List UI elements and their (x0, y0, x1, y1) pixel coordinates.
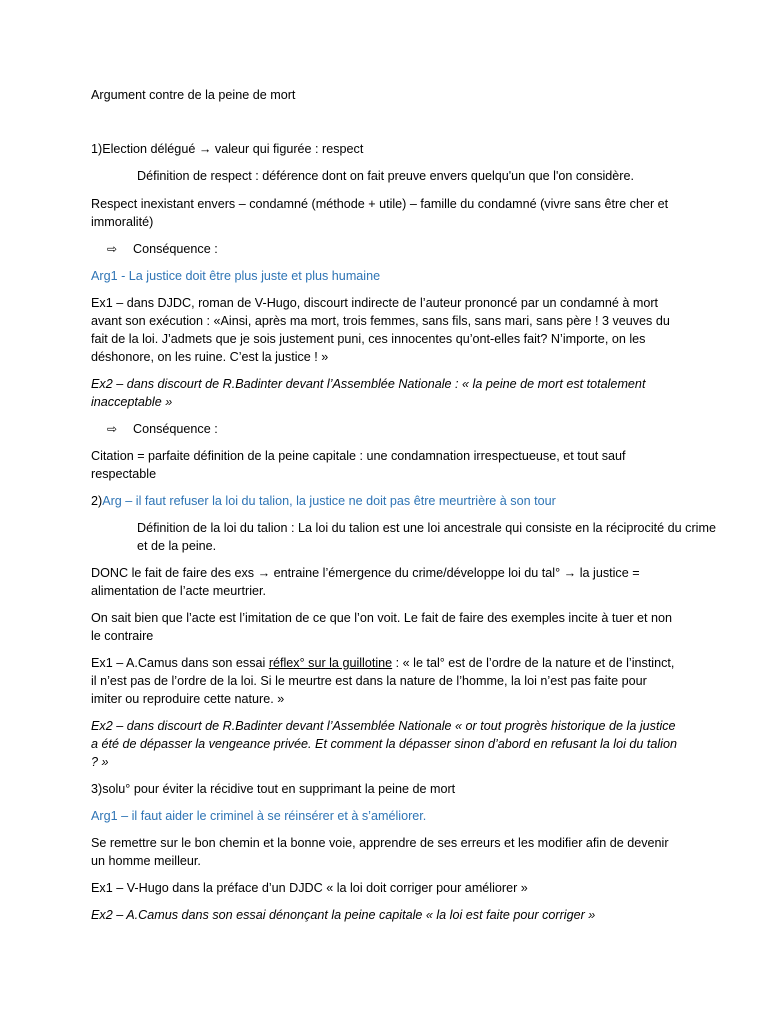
citation-paragraph: Citation = parfaite définition de la peine capitale : une condamnation irrespectueuse, et tout sauf respectable (91, 449, 626, 481)
arrow-bullet-icon: ⇨ (107, 242, 118, 256)
example-2-badinter: Ex2 – dans discourt de R.Badinter devant l’Assemblée Nationale : « la peine de mort est totalement inacceptable » (91, 377, 646, 409)
talion-definition: Définition de la loi du talion : La loi du talion est une loi ancestrale qui consiste en la réciprocité du crime et de la peine. (137, 521, 716, 553)
example-2-camus-essay: Ex2 – A.Camus dans son essai dénonçant la peine capitale « la loi est faite pour corriger » (91, 908, 596, 922)
example-1-camus: Ex1 – A.Camus dans son essai réflex° sur la guillotine : « le tal° est de l’ordre de la nature et de l’instinct, il n’est pas de l’ordre de la loi. Si le meurtre est dans la nature de l’homme, la loi n’est pas faite pour imiter ou reproduire cette nature. » (91, 656, 675, 706)
donc-paragraph: DONC le fait de faire des exs → entraine l’émergence du crime/développe loi du tal° → la justice = alimentation de l’acte meurtrier. (91, 566, 640, 598)
reinsertion-paragraph: Se remettre sur le bon chemin et la bonne voie, apprendre de ses erreurs et les modifier afin de devenir un homme meilleur. (91, 836, 669, 868)
argument-3-heading: Arg1 – il faut aider le criminel à se réinsérer et à s’améliorer. (91, 809, 427, 823)
example-1-hugo-preface: Ex1 – V-Hugo dans la préface d’un DJDC « la loi doit corriger pour améliorer » (91, 881, 528, 895)
essay-title: réflex° sur la guillotine (268, 656, 393, 670)
imitation-paragraph: On sait bien que l’acte est l’imitation de ce que l’on voit. Le fait de faire des exemples incite à tuer et non le contraire (91, 611, 673, 643)
example-1-hugo: Ex1 – dans DJDC, roman de V-Hugo, discourt indirecte de l’auteur prononcé par un condamné à mort avant son exécution : «Ainsi, après ma mort, trois femmes, sans fils, sans mari, sans père ! 3 veuves du fait de la loi. J’admets que je sois justement puni, ces innocentes qu’ont-elles fait? N’importe, on les déshonore, on les ruine. C’est la justice ! » (91, 296, 670, 364)
consequence-bullet-1: ⇨ Conséquence : (107, 242, 218, 256)
arrow-bullet-icon: ⇨ (107, 422, 118, 436)
section-2-heading: 2)Arg – il faut refuser la loi du talion, la justice ne doit pas être meurtrière à son tour (91, 494, 556, 508)
argument-1-heading: Arg1 - La justice doit être plus juste et plus humaine (91, 269, 381, 283)
respect-paragraph: Respect inexistant envers – condamné (méthode + utile) – famille du condamné (vivre sans être cher et immoralité) (91, 197, 669, 229)
section-1-heading: 1)Electi⁠on délégué → valeur qui figurée : respect (91, 142, 364, 156)
section-3-heading: 3)solu° pour éviter la récidive tout en supprimant la peine de mort (91, 782, 456, 796)
example-2-badinter-talion: Ex2 – dans discourt de R.Badinter devant l’Assemblée Nationale « or tout progrès historique de la justice a été de dépasser la vengeance privée. Et comment la dépasser sinon d’abord en refusant la loi du talion ? » (91, 719, 677, 769)
respect-definition: Définition de respect : déférence dont on fait preuve envers quelqu'un que l'on considère. (137, 169, 634, 183)
document-title: Argument contre de la peine de mort (91, 88, 296, 102)
consequence-bullet-2: ⇨ Conséquence : (107, 422, 218, 436)
